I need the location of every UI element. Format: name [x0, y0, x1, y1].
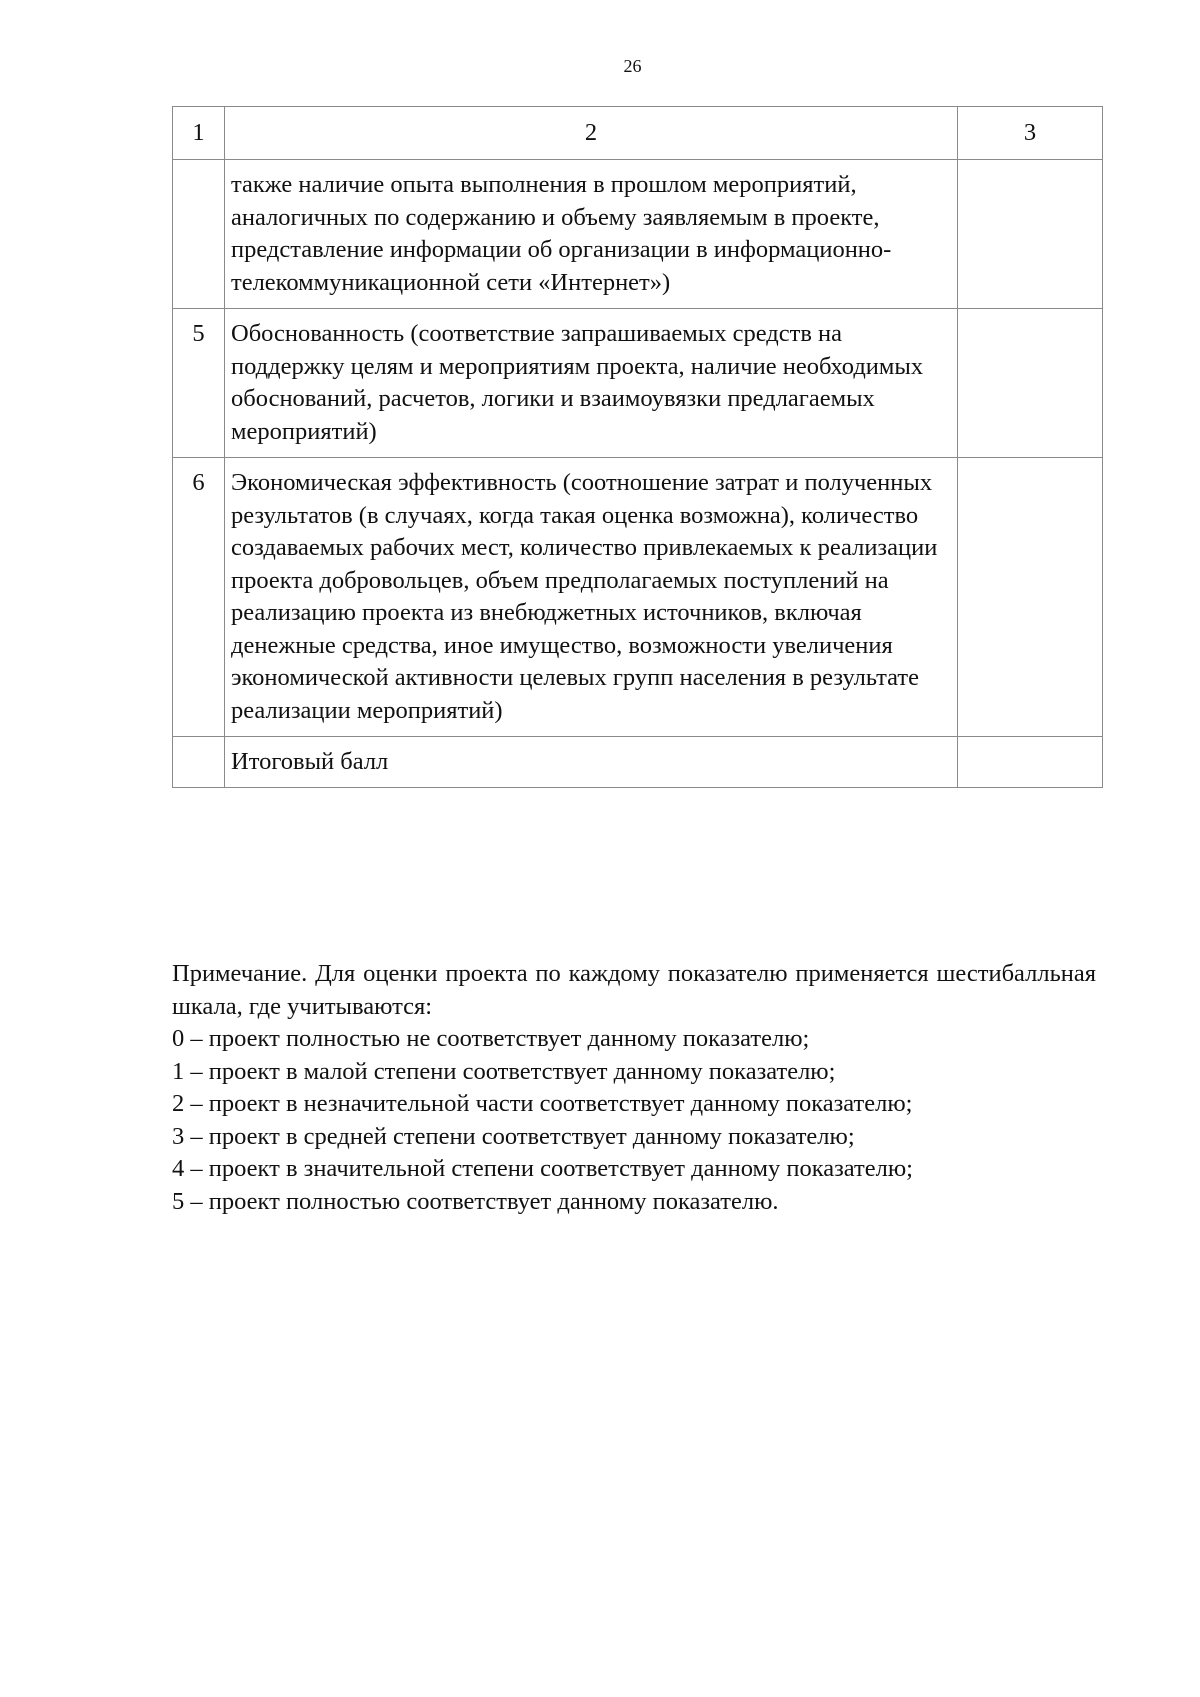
header-cell-3: 3	[958, 107, 1103, 160]
header-cell-1: 1	[173, 107, 225, 160]
scale-line-3: 3 – проект в средней степени соответствует данному показателю;	[172, 1122, 855, 1150]
criterion-text-cell: Экономическая эффективность (соотношение затрат и полученных результатов (в случаях, когда такая оценка возможна), количество создаваемых рабочих мест, количество привлекаемых к реализации проекта добровольцев, объем предполагаемых поступлений на реализацию проекта из внебюджетных источников, включая денежные средства, иное имущество, возможности увеличения экономической активности целевых групп населения в результате реализации мероприятий)	[225, 458, 958, 737]
note-intro: Примечание. Для оценки проекта по каждому показателю применяется шестибалльная шкала, где учитываются:	[172, 960, 1096, 1020]
table-row	[173, 309, 1103, 458]
total-label-cell: Итоговый балл	[225, 737, 958, 788]
criterion-text-cell: также наличие опыта выполнения в прошлом мероприятий, аналогичных по содержанию и объему заявляемым в проекте, представление информации об организации в информационно-телекоммуникационной сети «Интернет»)	[225, 160, 958, 309]
total-score-cell	[958, 737, 1103, 788]
row-number-cell	[173, 737, 225, 788]
note-section	[172, 958, 1096, 1218]
scale-line-4: 4 – проект в значительной степени соответствует данному показателю;	[172, 1155, 913, 1182]
table-header-row	[173, 107, 1103, 160]
table-row	[173, 160, 1103, 309]
scale-line-5: 5 – проект полностью соответствует данному показателю.	[172, 1187, 779, 1215]
row-number-cell	[173, 160, 225, 309]
total-row	[173, 737, 1103, 788]
row-number-cell: 6	[173, 458, 225, 737]
score-cell	[958, 160, 1103, 309]
criteria-table	[172, 106, 1103, 788]
page-number: 26	[623, 56, 642, 76]
scale-line-2: 2 – проект в незначительной части соответствует данному показателю;	[172, 1090, 913, 1117]
criterion-text-cell: Обоснованность (соответствие запрашиваемых средств на поддержку целям и мероприятиям проекта, наличие необходимых обоснований, расчетов, логики и взаимоувязки предлагаемых мероприятий)	[225, 309, 958, 458]
score-cell	[958, 458, 1103, 737]
scale-line-0: 0 – проект полностью не соответствует данному показателю;	[172, 1025, 810, 1052]
table-row	[173, 458, 1103, 737]
header-cell-2: 2	[225, 107, 958, 160]
row-number-cell: 5	[173, 309, 225, 458]
score-cell	[958, 309, 1103, 458]
scale-line-1: 1 – проект в малой степени соответствует данному показателю;	[172, 1057, 836, 1085]
